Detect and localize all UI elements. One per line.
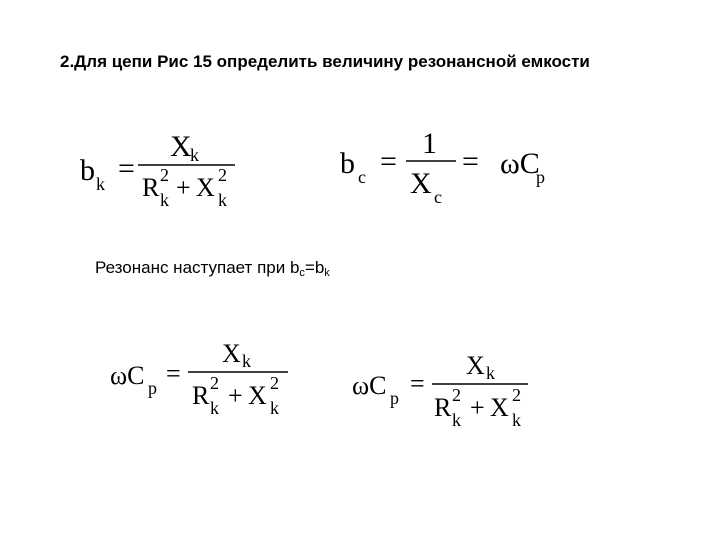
formula-wcp-2-den-x-sub: k [512, 410, 521, 430]
formula-wcp-2-num: X [466, 351, 485, 380]
formula-wcp-1-eq: = [166, 359, 181, 388]
resonance-condition [95, 258, 330, 279]
resonance-text: Резонанс наступает при b [95, 258, 300, 277]
formula-wcp-2-num-sub: k [486, 363, 495, 383]
slide-title: 2.Для цепи Рис 15 определить величину резонансной емкости [60, 52, 590, 71]
formula-wcp-2-den-r-sub: k [452, 410, 461, 430]
formula-wcp-1 [110, 338, 310, 428]
formula-bk [80, 128, 250, 218]
formula-bk-plus: + [176, 173, 191, 202]
formula-wcp-1-lhs: ωC [110, 361, 145, 390]
formula-bk-den-r-sub: k [160, 190, 169, 210]
formula-bc-eq2: = [462, 145, 479, 178]
formula-bc [340, 125, 570, 215]
formula-bk-den-x-sup: 2 [218, 165, 227, 185]
formula-bk-num: X [170, 130, 192, 163]
formula-wcp-1-den-r: R [192, 381, 210, 410]
formula-wcp-1-lhs-sub: p [148, 378, 157, 398]
formula-bc-eq: = [380, 145, 397, 178]
resonance-sub-k: k [324, 267, 330, 279]
formula-wcp-2-plus: + [470, 393, 485, 422]
resonance-eq: =b [304, 258, 325, 277]
formula-wcp-2-eq: = [410, 369, 425, 398]
formula-wcp-2-lhs: ωC [352, 371, 387, 400]
formula-bk-eq: = [118, 152, 135, 185]
formula-bc-rhs-sub: p [536, 167, 545, 187]
formula-bk-num-sub: k [190, 145, 199, 165]
formula-bc-lhs: b [340, 147, 355, 180]
formula-bc-den: X [410, 167, 432, 200]
formula-wcp-1-num: X [222, 339, 241, 368]
formula-bc-den-sub: c [434, 187, 442, 207]
formula-wcp-2-den-r-sup: 2 [452, 385, 461, 405]
formula-bk-lhs-sub: k [96, 174, 105, 194]
formula-wcp-1-den-x-sup: 2 [270, 373, 279, 393]
formula-bc-lhs-sub: c [358, 167, 366, 187]
formula-bk-lhs: b [80, 154, 95, 187]
formula-bk-den-r-sup: 2 [160, 165, 169, 185]
formula-bc-num: 1 [422, 127, 437, 160]
formula-wcp-1-num-sub: k [242, 351, 251, 371]
formula-wcp-1-den-x-sub: k [270, 398, 279, 418]
formula-wcp-1-den-r-sub: k [210, 398, 219, 418]
formula-bk-den-r: R [142, 173, 160, 202]
formula-bc-rhs: ωC [500, 147, 540, 180]
formula-wcp-1-den-r-sup: 2 [210, 373, 219, 393]
formula-wcp-2 [352, 348, 552, 438]
formula-bk-den-x-sub: k [218, 190, 227, 210]
resonance-sub-c: c [299, 267, 305, 279]
formula-bk-den-x: X [196, 173, 215, 202]
formula-wcp-1-plus: + [228, 381, 243, 410]
formula-wcp-2-den-r: R [434, 393, 452, 422]
formula-wcp-2-lhs-sub: p [390, 388, 399, 408]
formula-wcp-1-den-x: X [248, 381, 267, 410]
formula-wcp-2-den-x: X [490, 393, 509, 422]
formula-wcp-2-den-x-sup: 2 [512, 385, 521, 405]
